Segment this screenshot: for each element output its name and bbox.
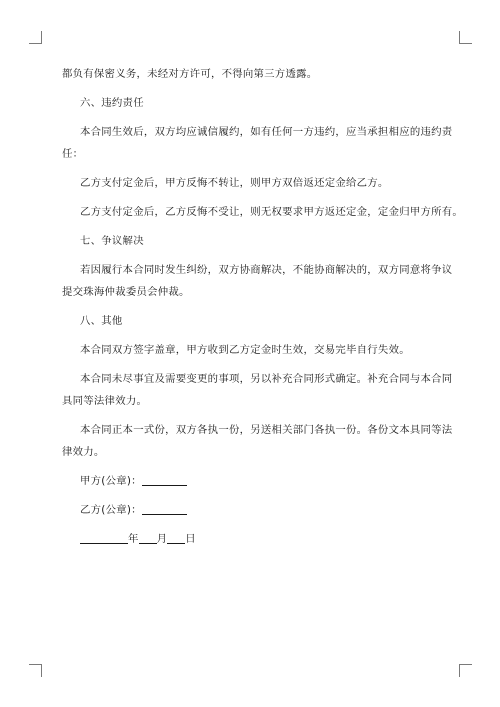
paragraph-line: 任： bbox=[62, 148, 84, 160]
year-label: 年 bbox=[128, 533, 139, 545]
paragraph-line: 具同等法律效力。 bbox=[62, 395, 148, 407]
signature-date bbox=[62, 528, 442, 550]
paragraph-line: 本合同未尽事宜及需要变更的事项，另以补充合同形式确定。补充合同与本合同 bbox=[80, 373, 453, 385]
crop-mark-bottom-right bbox=[459, 664, 472, 677]
paragraph-line: 本合同正本一式份，双方各执一份，另送相关部门各执一份。各份文本具同等法 bbox=[80, 424, 453, 436]
document-body bbox=[62, 63, 464, 550]
section-heading-other: 八、其他 bbox=[80, 315, 123, 327]
signature-party-b bbox=[62, 499, 442, 521]
party-b-label: 乙方(公章)： bbox=[80, 504, 142, 516]
signature-party-a bbox=[62, 470, 442, 492]
paragraph-line: 本合同双方签字盖章，甲方收到乙方定金时生效，交易完毕自行失效。 bbox=[80, 344, 410, 356]
year-blank[interactable] bbox=[80, 530, 128, 544]
party-b-blank[interactable] bbox=[142, 501, 187, 515]
paragraph-line: 都负有保密义务，未经对方许可，不得向第三方透露。 bbox=[62, 68, 318, 80]
paragraph-line: 若因履行本合同时发生纠纷，双方协商解决，不能协商解决的，双方同意将争议 bbox=[80, 264, 453, 276]
crop-mark-top-right bbox=[459, 31, 472, 44]
month-blank[interactable] bbox=[139, 530, 157, 544]
day-blank[interactable] bbox=[167, 530, 185, 544]
party-a-blank[interactable] bbox=[142, 472, 187, 486]
party-a-label: 甲方(公章)： bbox=[80, 475, 142, 487]
section-heading-breach: 六、违约责任 bbox=[80, 97, 144, 109]
paragraph-line: 乙方支付定金后，甲方反悔不转让，则甲方双倍返还定金给乙方。 bbox=[80, 177, 389, 189]
paragraph-line: 本合同生效后，双方均应诚信履约，如有任何一方违约，应当承担相应的违约责 bbox=[80, 126, 453, 138]
paragraph-line: 提交珠海仲裁委员会仲裁。 bbox=[62, 286, 190, 298]
day-label: 日 bbox=[185, 533, 196, 545]
crop-mark-bottom-left bbox=[29, 664, 42, 677]
paragraph-line: 乙方支付定金后，乙方反悔不受让，则无权要求甲方返还定金，定金归甲方所有。 bbox=[80, 206, 464, 218]
section-heading-dispute: 七、争议解决 bbox=[80, 235, 144, 247]
paragraph-line: 律效力。 bbox=[62, 446, 105, 458]
month-label: 月 bbox=[156, 533, 168, 545]
crop-mark-top-left bbox=[29, 31, 42, 44]
